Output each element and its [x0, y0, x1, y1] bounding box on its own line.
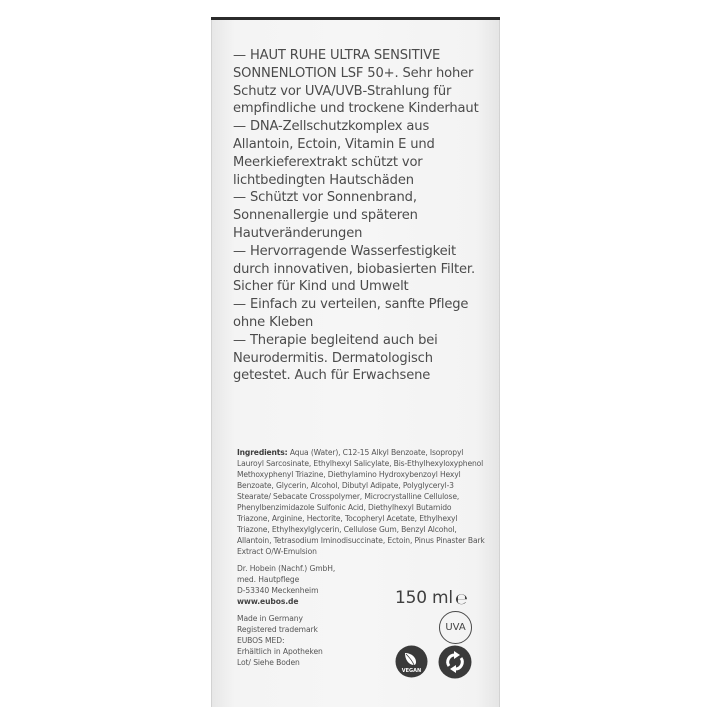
claim-item: — Einfach zu verteilen, sanfte Pflege ohne Kleben: [233, 297, 469, 330]
recycle-arrows-icon: [438, 645, 472, 679]
vegan-badge-text: VEGAN: [401, 668, 422, 674]
vegan-leaf-icon: [395, 645, 428, 678]
claim-item: — Hervorragende Wasserfestigkeit durch innovativen, biobasierten Filter. Sicher für Kind und Umwelt: [233, 243, 475, 295]
claim-item: — Therapie begleitend auch bei Neurodermitis. Dermatologisch getestet. Auch für Erwachsene: [233, 332, 438, 384]
lot-text: Lot/ Siehe Boden: [237, 658, 300, 667]
company-city: D-53340 Meckenheim: [237, 586, 319, 595]
brand-text: EUBOS MED:: [237, 636, 285, 645]
manufacture-info: [237, 613, 387, 668]
ingredients-block: [237, 447, 485, 557]
ingredients-label: Ingredients:: [237, 448, 288, 457]
product-claims-list: [233, 47, 493, 385]
origin-text: Made in Germany: [237, 614, 303, 623]
claim-item: — HAUT RUHE ULTRA SENSITIVE SONNENLOTION LSF 50+. Sehr hoher Schutz vor UVA/UVB-Strahlung für empfindliche und trockene Kinderhaut: [233, 48, 479, 117]
availability-text: Erhältlich in Apotheken: [237, 647, 323, 656]
estimated-sign-icon: ℮: [454, 590, 468, 608]
manufacturer-address: [237, 563, 367, 607]
uva-badge: UVA: [439, 611, 472, 644]
company-website: www.eubos.de: [237, 597, 299, 606]
volume-amount: 150 ml: [395, 588, 453, 608]
volume-label: [395, 588, 468, 608]
ingredients-text: Aqua (Water), C12-15 Alkyl Benzoate, Isopropyl Lauroyl Sarcosinate, Ethylhexyl Salicylate, Bis-Ethylhexyloxyphenol Methoxyphenyl Triazine, Diethylamino Hydroxybenzoyl Hexyl Benzoate, Glycerin, Alcohol, Dibutyl Adipate, Polyglyceryl-3 Stearate/ Sebacate Crosspolymer, Microcrystalline Cellulose, Phenylbenzimidazole Sulfonic Acid, Diethylhexyl Butamido Triazone, Arginine, Hectorite, Tocopheryl Acetate, Ethylhexyl Triazone, Ethylhexylglycerin, Cellulose Gum, Benzyl Alcohol, Allantoin, Tetrasodium Iminodisuccinate, Ectoin, Pinus Pinaster Bark Extract O/W-Emulsion: [237, 448, 485, 556]
claim-item: — Schützt vor Sonnenbrand, Sonnenallergie und späteren Hautveränderungen: [233, 190, 418, 241]
trademark-text: Registered trademark: [237, 625, 318, 634]
box-top-edge: [211, 17, 500, 20]
claim-item: — DNA-Zellschutzkomplex aus Allantoin, Ectoin, Vitamin E und Meerkieferextrakt schützt vor lichtbedingten Hautschäden: [233, 119, 435, 188]
sunscreen-box-back-panel: [211, 17, 500, 707]
company-division: med. Hautpflege: [237, 575, 300, 584]
company-name: Dr. Hobein (Nachf.) GmbH,: [237, 564, 336, 573]
